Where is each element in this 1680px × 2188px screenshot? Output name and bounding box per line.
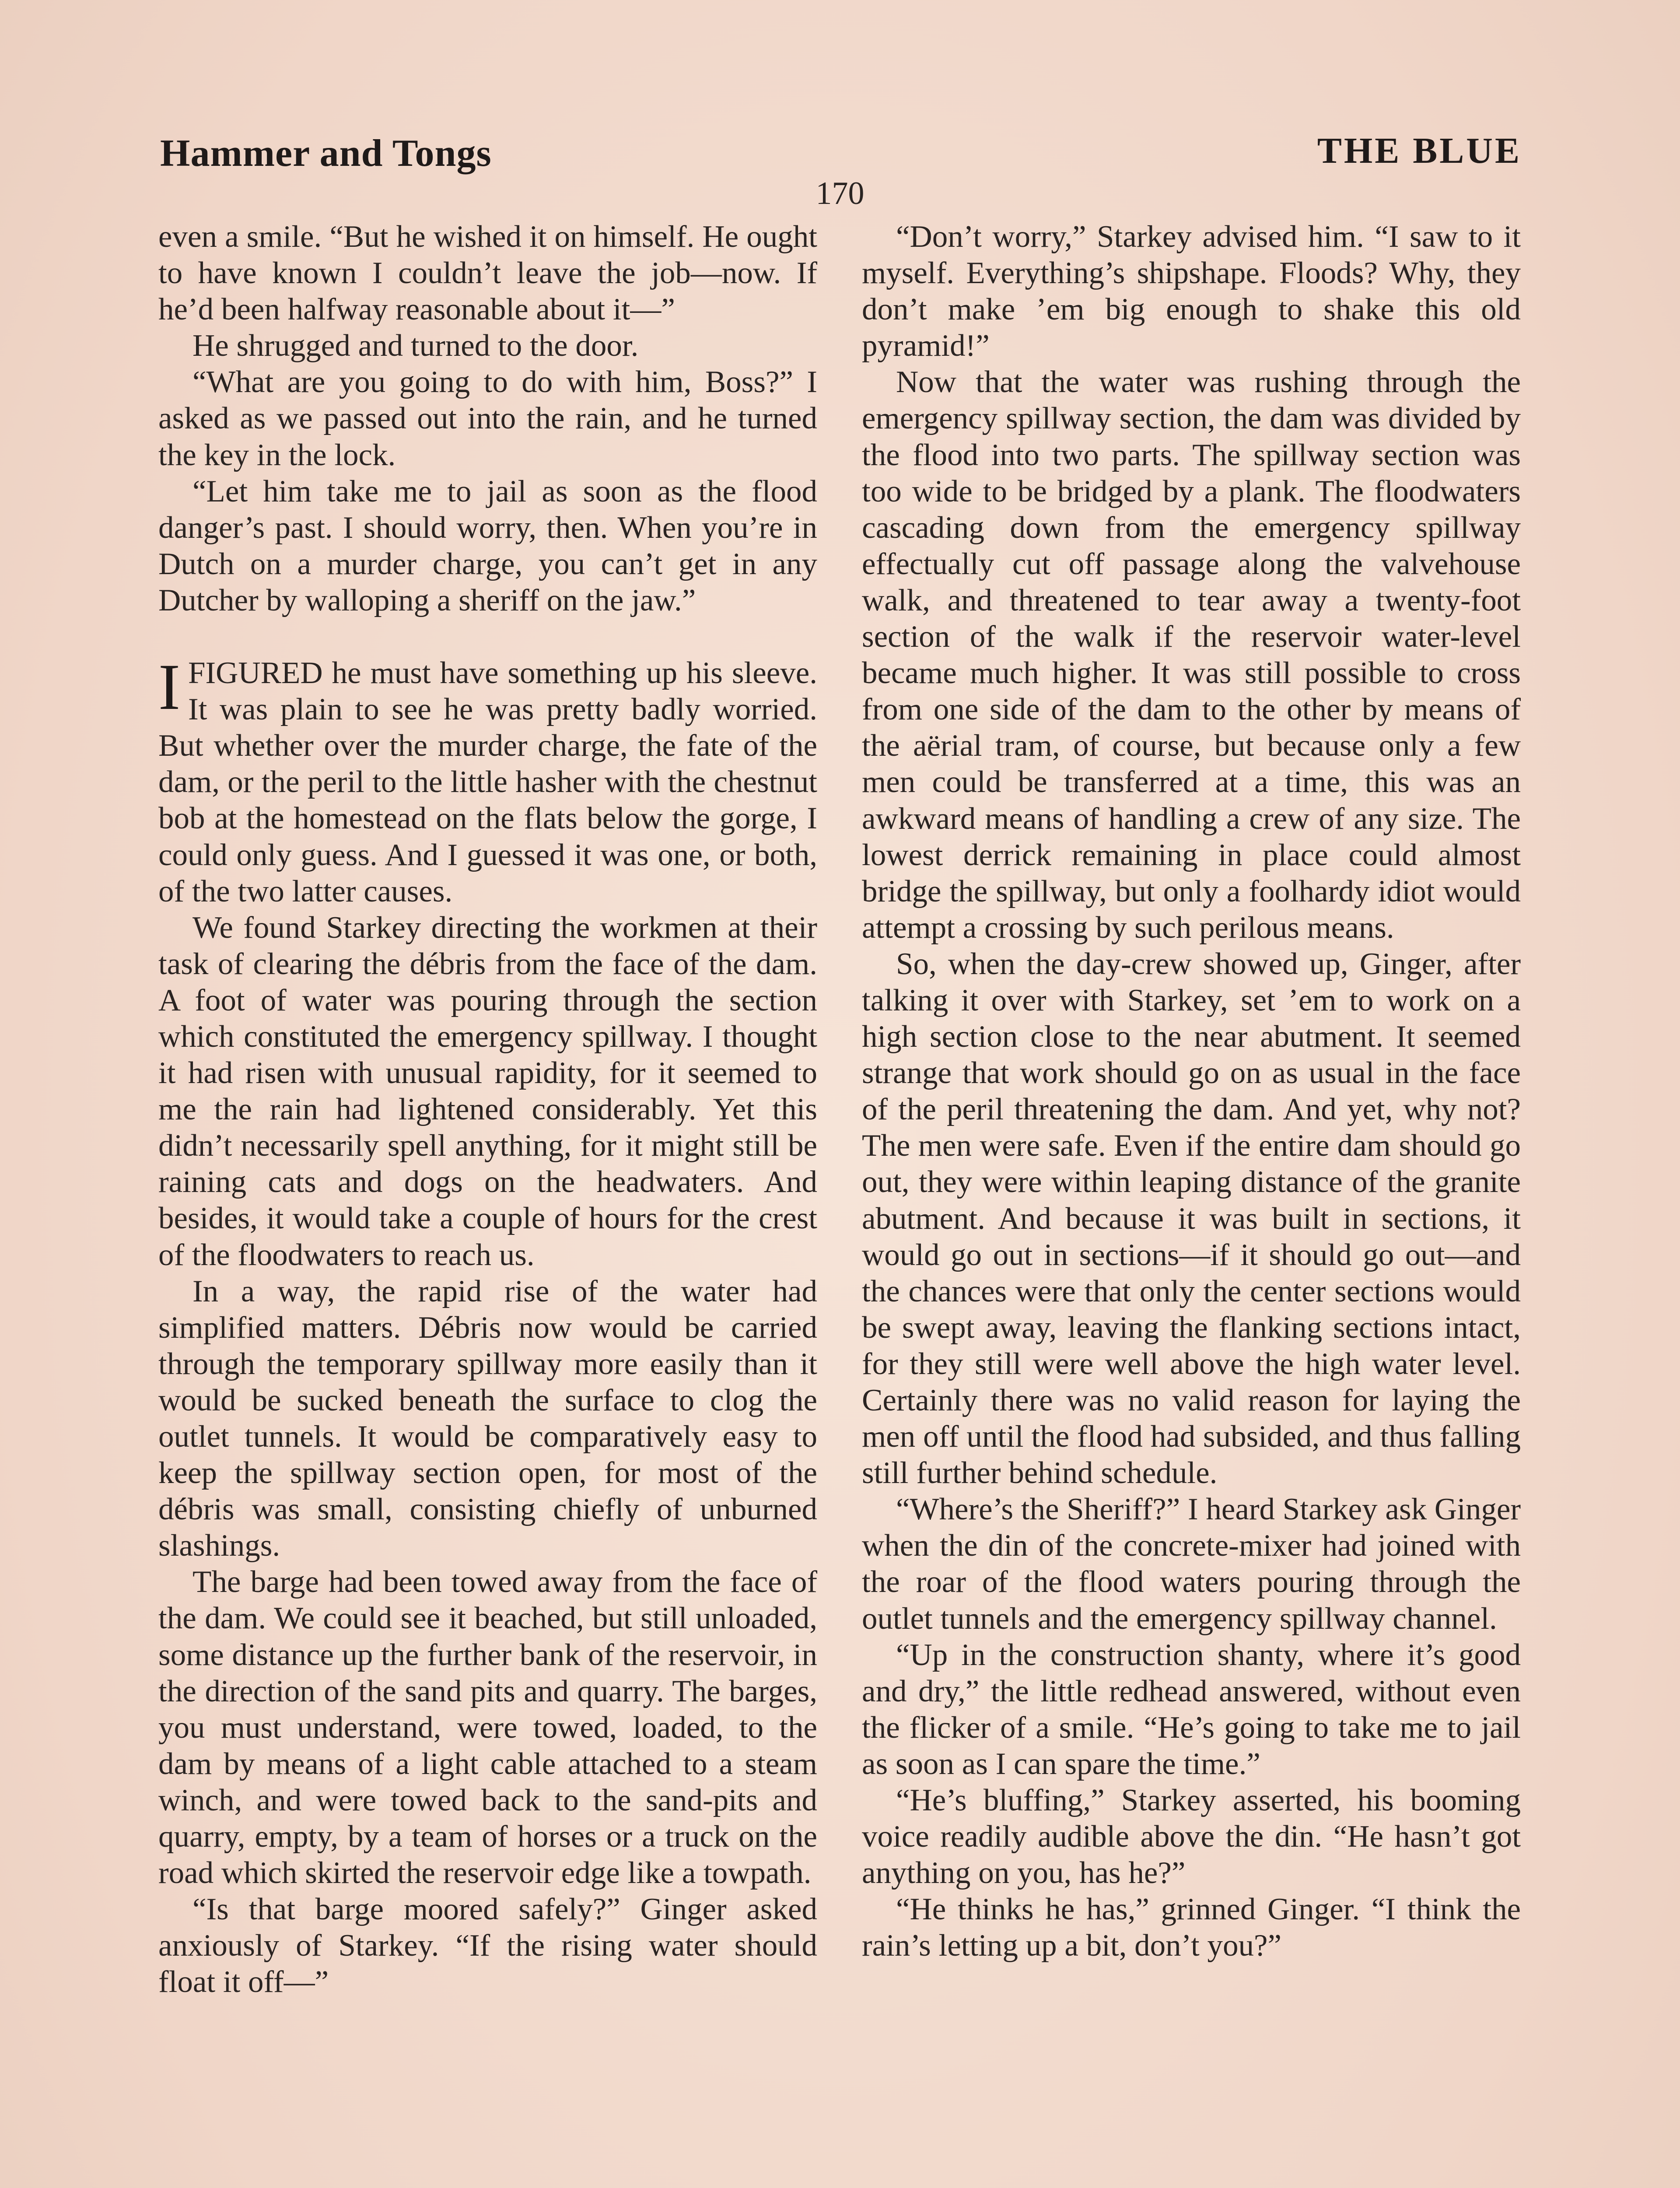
paragraph: So, when the day-crew showed up, Ginger, after talking it over with Starkey, set ’em to work on a high section close to the near abutment. It seemed strange that work should go on as usual in the face of the peril threatening the dam. And yet, why not? The men were safe. Even if the entire dam should go out, they were within leaping distance of the granite abutment. And because it was built in sections, it would go out in sections—if it should go out—and the chances were that only the center sections would be swept away, leaving the flanking sections intact, for they still were well above the high water level. Certainly there was no valid reason for laying the men off until the flood had subsided, and thus falling still further behind schedule. (862, 947, 1521, 1490)
paragraph: The barge had been towed away from the face of the dam. We could see it beached, but still unloaded, some distance up the further bank of the reservoir, in the direction of the sand pits and quarry. The barges, you must understand, were towed, loaded, to the dam by means of a light cable attached to a steam winch, and were towed back to the sand-pits and quarry, empty, by a team of horses or a truck on the road which skirted the reservoir edge like a towpath. (158, 1565, 817, 1890)
paragraph: “Up in the construction shanty, where it’s good and dry,” the little redhead answered, without even the flicker of a smile. “He’s going to take me to jail as soon as I can spare the time.” (862, 1637, 1521, 1781)
section-opening-paragraph (158, 651, 817, 910)
paragraph: In a way, the rapid rise of the water had simplified matters. Débris now would be carried through the temporary spillway more easily than it would be sucked beneath the surface to clog the outlet tunnels. It would be comparatively easy to keep the spillway section open, for most of the débris was small, consisting chiefly of unburned slashings. (158, 1274, 817, 1563)
paragraph: “He thinks he has,” grinned Ginger. “I think the rain’s letting up a bit, don’t you?” (862, 1892, 1521, 1963)
paragraph-text: FIGURED he must have something up his sleeve. It was plain to see he was pretty badly worried. But whether over the murder charge, the fate of the dam, or the peril to the little hasher with the chestnut bob at the homestead on the flats below the gorge, I could only guess. And I guessed it was one, or both, of the two latter causes. (158, 656, 817, 908)
drop-cap: I (158, 651, 180, 724)
paragraph: even a smile. “But he wished it on himself. He ought to have known I couldn’t leave the job—now. If he’d been halfway reasonable about it—” (158, 220, 817, 327)
paragraph: He shrugged and turned to the door. (192, 329, 639, 363)
paragraph: “He’s bluffing,” Starkey asserted, his booming voice readily audible above the din. “He hasn’t got anything on you, has he?” (862, 1783, 1521, 1890)
paragraph: “What are you going to do with him, Boss?” I asked as we passed out into the rain, and he turned the key in the lock. (158, 365, 817, 472)
paragraph: “Don’t worry,” Starkey advised him. “I saw to it myself. Everything’s shipshape. Floods? Why, they don’t make ’em big enough to shake this old pyramid!” (862, 220, 1521, 363)
running-header-title: Hammer and Tongs (160, 132, 492, 175)
running-header-magazine: THE BLUE (1317, 130, 1522, 171)
paragraph: “Let him take me to jail as soon as the flood danger’s past. I should worry, then. When you’re in Dutch on a murder charge, you can’t get in any Dutcher by walloping a sheriff on the jaw.” (158, 474, 817, 617)
paragraph: “Is that barge moored safely?” Ginger asked anxiously of Starkey. “If the rising water should float it off—” (158, 1892, 817, 1999)
paragraph: “Where’s the Sheriff?” I heard Starkey ask Ginger when the din of the concrete-mixer had joined with the roar of the flood waters pouring through the outlet tunnels and the emergency spillway channel. (862, 1492, 1521, 1636)
paragraph: We found Starkey directing the workmen at their task of clearing the débris from the face of the dam. A foot of water was pouring through the section which constituted the emergency spillway. I thought it had risen with unusual rapidity, for it seemed to me the rain had lightened considerably. Yet this didn’t necessarily spell anything, for it might still be raining cats and dogs on the headwaters. And besides, it would take a couple of hours for the crest of the floodwaters to reach us. (158, 910, 817, 1272)
page-number: 170 (816, 175, 864, 211)
right-column (862, 219, 1521, 1964)
left-column (158, 219, 817, 2001)
paragraph: Now that the water was rushing through the emergency spillway section, the dam was divided by the flood into two parts. The spillway section was too wide to be bridged by a plank. The floodwaters cascading down from the emergency spillway effectually cut off passage along the valvehouse walk, and threatened to tear away a twenty-foot section of the walk if the reservoir water-level became much higher. It was still possible to cross from one side of the dam to the other by means of the aërial tram, of course, but because only a few men could be transferred at a time, this was an awkward means of handling a crew of any size. The lowest derrick remaining in place could almost bridge the spillway, but only a foolhardy idiot would attempt a crossing by such perilous means. (862, 365, 1521, 945)
